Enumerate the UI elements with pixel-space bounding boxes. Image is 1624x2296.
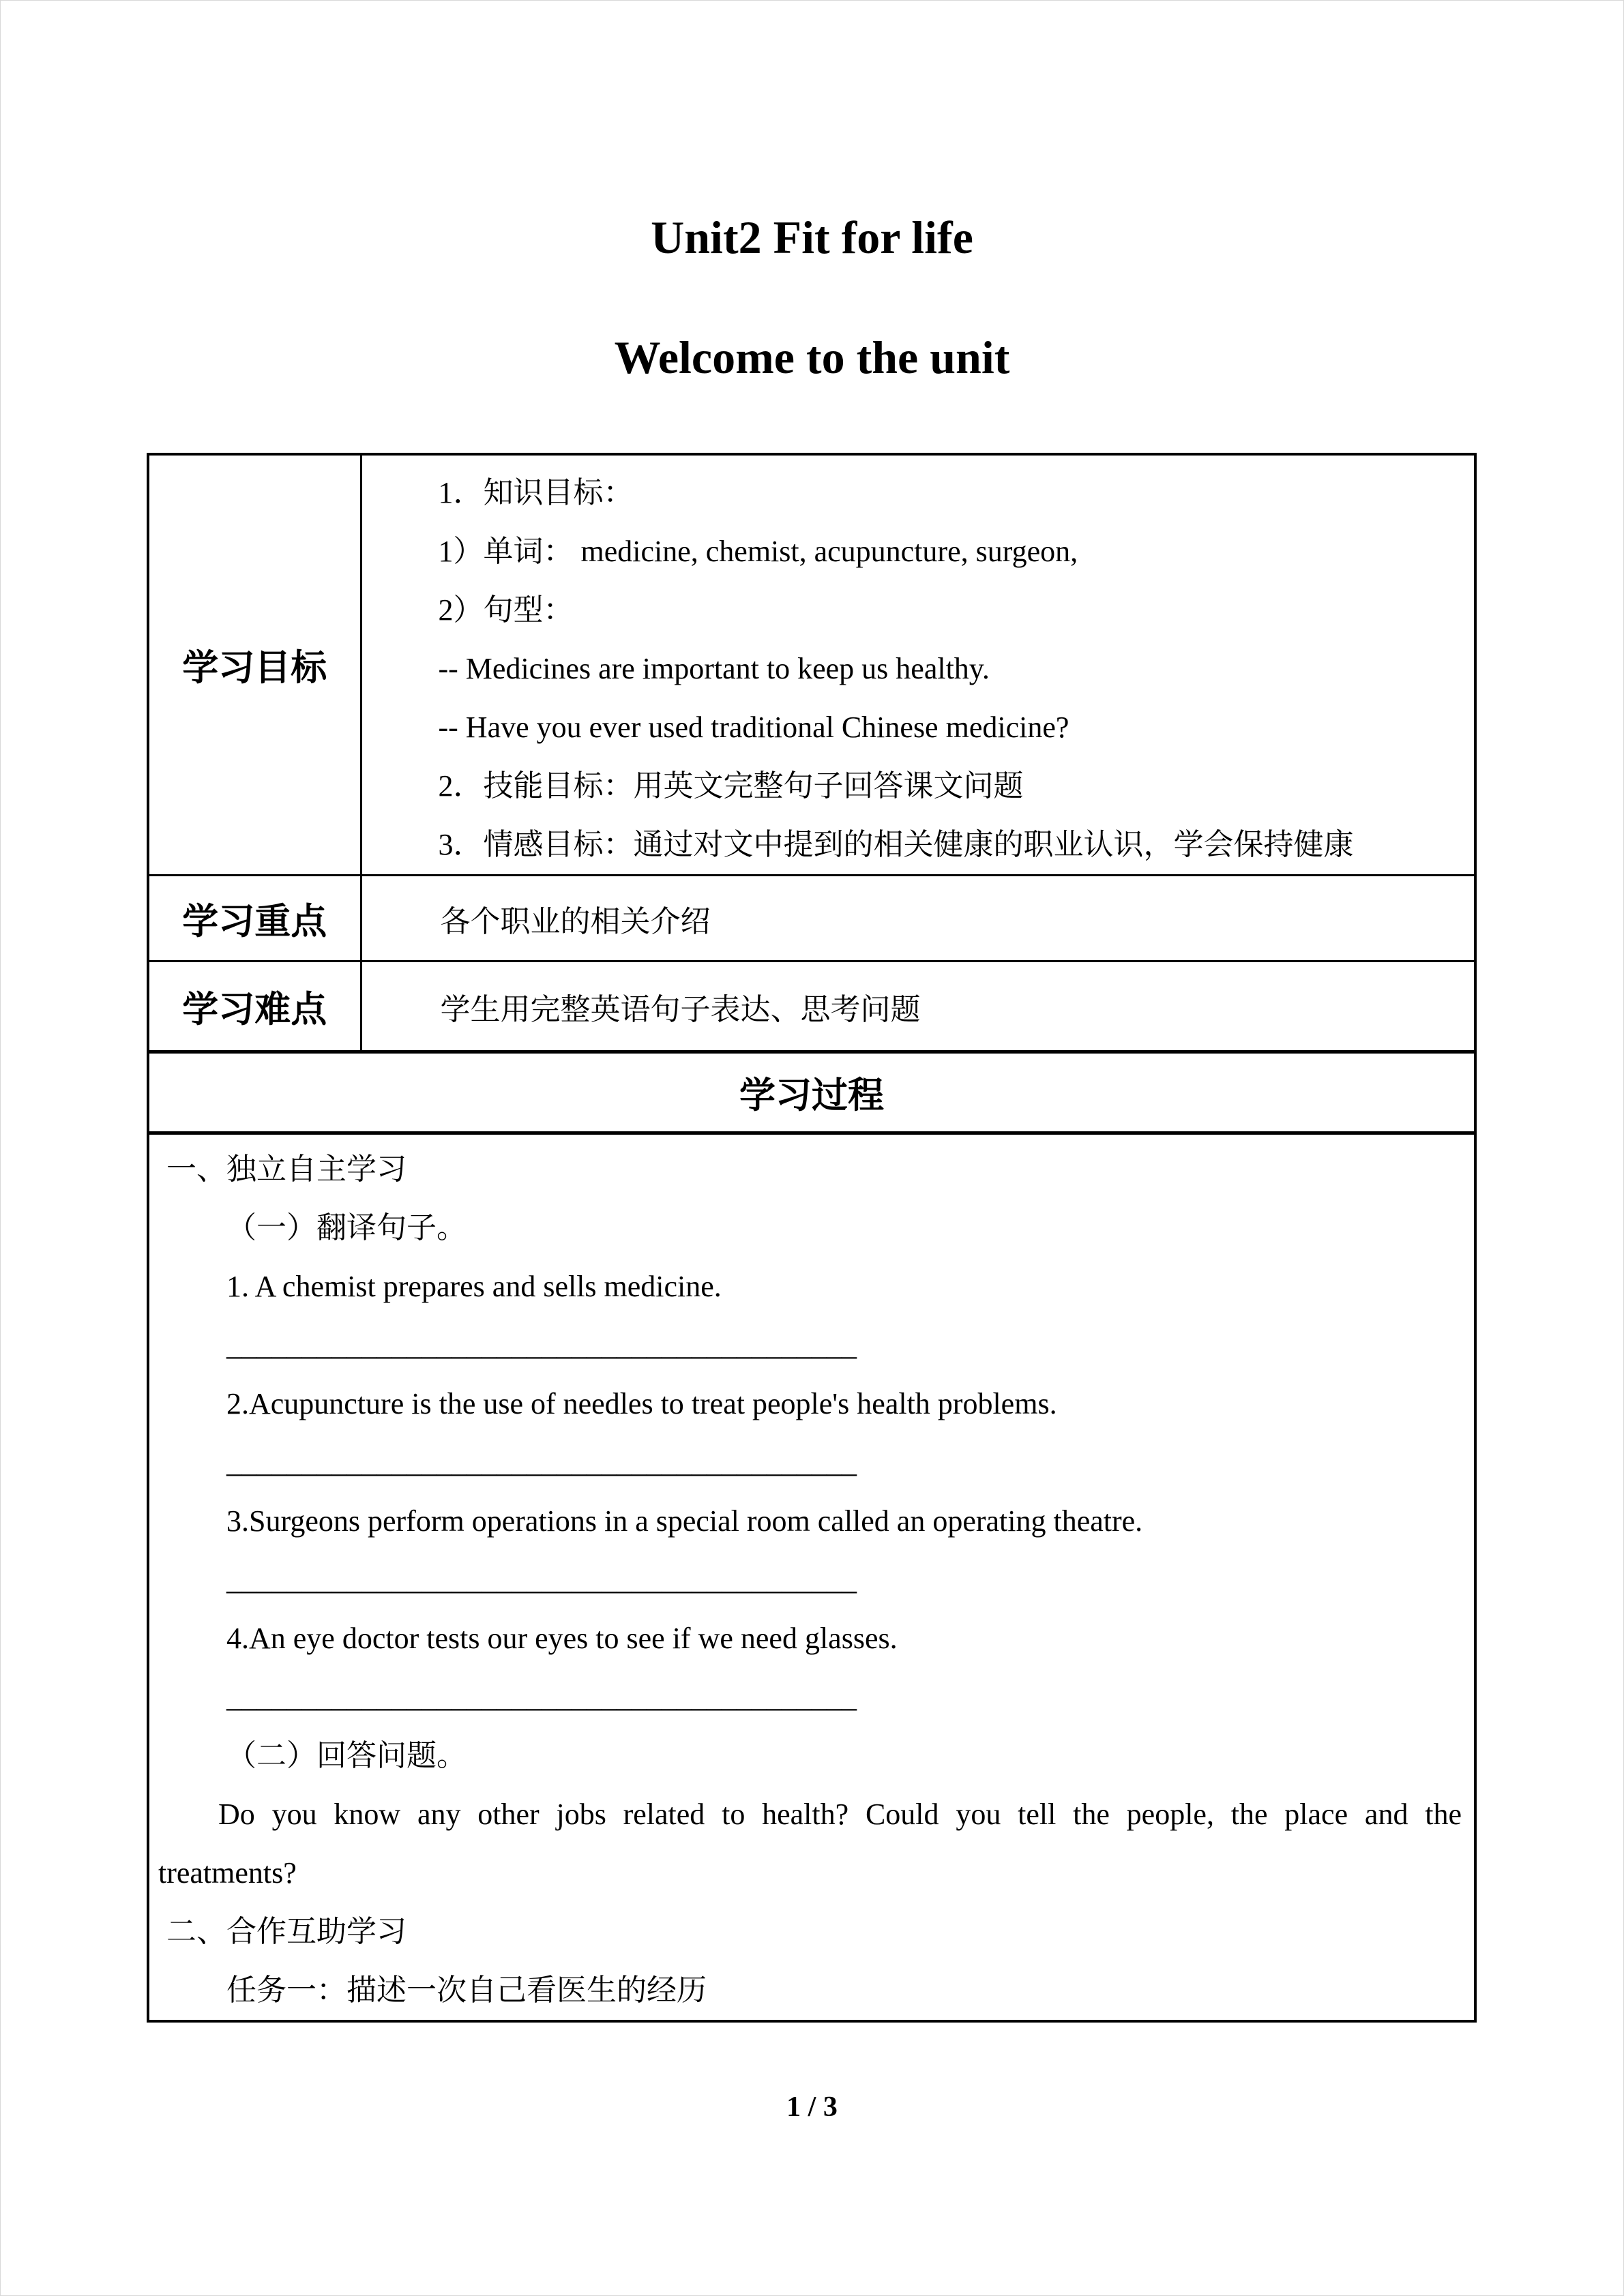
goal-row — [148, 454, 1475, 876]
sentence-line: 4.An eye doctor tests our eyes to see if we need glasses. — [226, 1622, 898, 1655]
difficulty-content-cell: 学生用完整英语句子表达、思考问题 — [361, 961, 1475, 1052]
sentence-line: 2.Acupuncture is the use of needles to treat people's health problems. — [226, 1387, 1057, 1420]
answer-blank-line: __________________________________________ — [226, 1328, 857, 1362]
process-body-cell — [148, 1133, 1475, 2022]
sentence-line: 1. A chemist prepares and sells medicine. — [226, 1270, 722, 1303]
section-line: 二、合作互助学习 — [166, 1915, 407, 1948]
question-line: treatments? — [158, 1856, 297, 1890]
page-title: Unit2 Fit for life — [651, 211, 973, 263]
answer-blank-line: __________________________________________ — [226, 1446, 857, 1479]
subsection-line: （二）回答问题。 — [226, 1739, 467, 1772]
goal-label-cell: 学习目标 — [148, 454, 361, 876]
goal-line: -- Medicines are important to keep us healthy. — [438, 652, 990, 685]
difficulty-row — [148, 961, 1475, 1052]
goal-line: 1．知识目标： — [438, 476, 634, 509]
subsection-line: （一）翻译句子。 — [226, 1211, 467, 1244]
process-header: 学习过程 — [148, 1052, 1475, 1133]
focus-row — [148, 876, 1475, 961]
worksheet-table — [147, 453, 1477, 2023]
page-number: 1 / 3 — [786, 2091, 838, 2123]
answer-blank-line: __________________________________________ — [226, 1680, 857, 1714]
difficulty-label-cell: 学习难点 — [148, 961, 361, 1052]
goal-line: 2）句型： — [438, 593, 574, 627]
process-header-row — [148, 1052, 1475, 1133]
goal-line: 3．情感目标：通过对文中提到的相关健康的职业认识，学会保持健康 — [438, 828, 1354, 861]
focus-content-cell: 各个职业的相关介绍 — [361, 876, 1475, 961]
process-body-row — [148, 1133, 1475, 2022]
goal-line: 2．技能目标：用英文完整句子回答课文问题 — [438, 769, 1024, 803]
section-line: 一、独立自主学习 — [166, 1152, 407, 1186]
question-line: Do you know any other jobs related to health? Could you tell the people, the place and the — [218, 1798, 1462, 1831]
answer-blank-line: __________________________________________ — [226, 1563, 857, 1596]
task-line: 任务一：描述一次自己看医生的经历 — [226, 1973, 707, 2007]
focus-label-cell: 学习重点 — [148, 876, 361, 961]
sentence-line: 3.Surgeons perform operations in a special room called an operating theatre. — [226, 1504, 1143, 1538]
goal-content-cell — [361, 454, 1475, 876]
goal-line: 1）单词： medicine, chemist, acupuncture, surgeon, — [438, 535, 1078, 568]
page-subtitle: Welcome to the unit — [614, 331, 1010, 383]
goal-line: -- Have you ever used traditional Chinese medicine? — [438, 711, 1069, 744]
